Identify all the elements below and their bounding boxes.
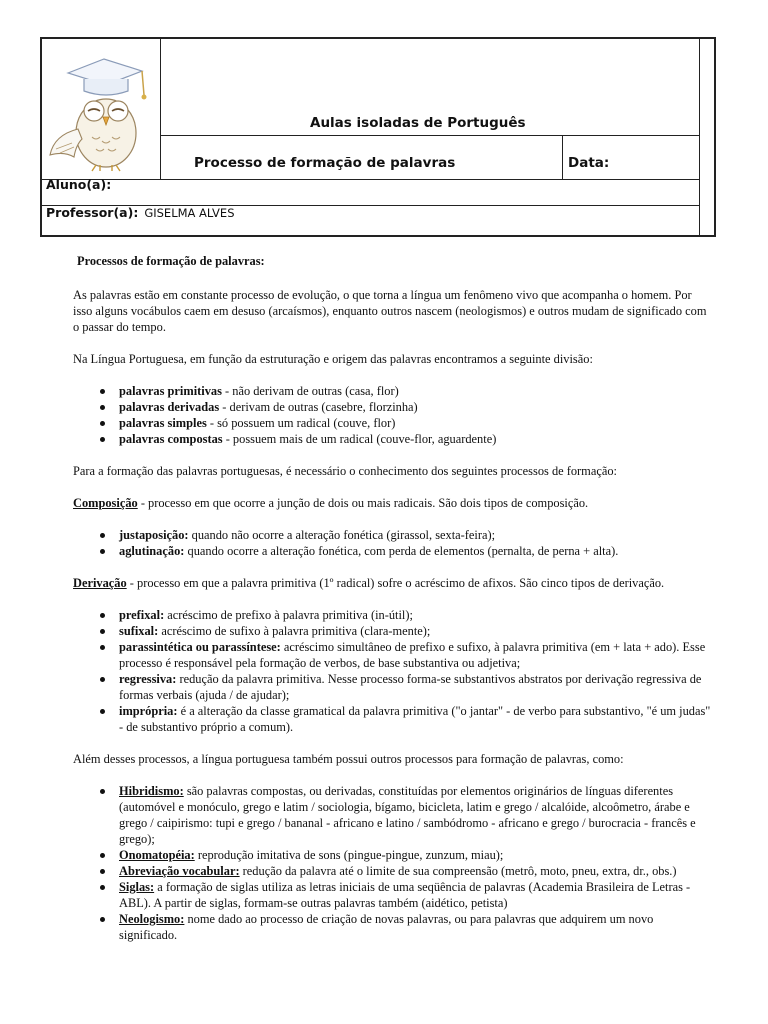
list-item [119,415,713,431]
list-item [119,607,713,623]
list-item [119,639,713,671]
list-term: Onomatopéia: [119,848,195,862]
list-desc: quando não ocorre a alteração fonética (girassol, sexta-feira); [188,528,496,542]
list-item [119,527,713,543]
composicao-paragraph [73,495,713,511]
intro-paragraph: As palavras estão em constante processo de evolução, o que torna a língua um fenômeno vivo que acompanha o homem. Por isso alguns vocábulos caem em desuso (arcaísmos), enquanto outros nascem (neologismos) e outros mudam de significado com o passar do tempo. [73,288,707,334]
list-item [119,847,713,863]
list-desc: redução da palavra até o limite de sua compreensão (metrô, moto, pneu, extra, dr., obs.) [239,864,677,878]
list-term: imprópria: [119,704,178,718]
header-title: Aulas isoladas de Português [310,115,526,131]
list-desc: reprodução imitativa de sons (pingue-pingue, zunzum, miau); [194,848,504,862]
list-term: palavras derivadas [119,400,220,414]
list-item [119,863,713,879]
list-item [119,879,713,911]
list-item [119,911,713,943]
list-term: palavras primitivas [119,384,222,398]
date-divider [562,135,563,179]
list-desc: são palavras compostas, ou derivadas, constituídas por elementos originários de línguas diferentes (automóvel e monóculo, grego e latim / sociologia, bígamo, bicicleta, latim e grego / alcalóide, alcoômetro, árabe e grego / caipirismo: tupi e grego / bananal - africano e latino / sambódromo - africano e grego / burocracia - francês e grego); [119,784,696,846]
teacher-label: Professor(a): [46,205,139,220]
list-item [119,431,713,447]
student-label: Aluno(a): [46,177,112,192]
derivacao-paragraph [73,575,713,591]
derivacao-term: Derivação [73,576,127,590]
others-list [73,783,713,943]
list-term: sufixal: [119,624,159,638]
teacher-name: GISELMA ALVES [144,206,235,220]
list-item [119,623,713,639]
doc-title: Processos de formação de palavras: [77,254,265,268]
list-item [119,399,713,415]
list-term: regressiva: [119,672,177,686]
composicao-term: Composição [73,496,138,510]
list-desc: redução da palavra primitiva. Nesse processo forma-se substantivos abstratos por derivação regressiva de formas verbais (ajuda / de ajudar); [119,672,702,702]
header-subtitle: Processo de formação de palavras [194,155,456,171]
list-desc: - possuem mais de um radical (couve-flor, aguardente) [222,432,497,446]
list-item [119,383,713,399]
others-intro: Além desses processos, a língua portuguesa também possui outros processos para formação de palavras, como: [73,752,624,766]
composicao-desc: - processo em que ocorre a junção de dois ou mais radicais. São dois tipos de composição. [137,496,589,510]
list-item [119,703,713,735]
header-divider-2 [42,179,700,180]
list-desc: a formação de siglas utiliza as letras iniciais de uma seqüência de palavras (Academia Brasileira de Letras - ABL). A partir de siglas, formam-se outras palavras também (aidético, petista) [119,880,691,910]
teacher-field [46,205,235,220]
list-desc: quando ocorre a alteração fonética, com perda de elementos (pernalta, de perna + alta). [184,544,619,558]
list-desc: é a alteração da classe gramatical da palavra primitiva ("o jantar" - de verbo para substantivo, "é um judas" - de substantivo próprio a comum). [119,704,711,734]
header-divider-1 [160,135,700,136]
list-term: prefixal: [119,608,165,622]
owl-graduate-icon [46,51,158,173]
logo-divider [160,39,161,179]
list-desc: acréscimo de prefixo à palavra primitiva (in-útil); [164,608,413,622]
list-desc: - não derivam de outras (casa, flor) [221,384,399,398]
list-term: Siglas: [119,880,155,894]
date-label: Data: [568,155,610,171]
list-desc: acréscimo de sufixo à palavra primitiva (clara-mente); [158,624,431,638]
list-term: aglutinação: [119,544,185,558]
derivacao-list [73,607,713,735]
processes-intro: Para a formação das palavras portuguesas, é necessário o conhecimento dos seguintes processos de formação: [73,464,617,478]
composicao-list [73,527,713,559]
list-term: Neologismo: [119,912,185,926]
list-desc: - derivam de outras (casebre, florzinha) [219,400,418,414]
list-item [119,783,713,847]
list-item [119,671,713,703]
list-desc: - só possuem um radical (couve, flor) [206,416,396,430]
division-intro: Na Língua Portuguesa, em função da estruturação e origem das palavras encontramos a seguinte divisão: [73,352,593,366]
list-desc: acréscimo simultâneo de prefixo e sufixo, à palavra primitiva (em + lata + ado). Esse processo é responsável pela formação de verbos, de base substantiva ou adjetiva; [119,640,706,670]
list-term: palavras simples [119,416,207,430]
list-desc: nome dado ao processo de criação de novas palavras, ou para palavras que adquirem um novo significado. [119,912,654,942]
list-term: justaposição: [119,528,189,542]
division-list [73,383,713,447]
header-box [40,37,716,237]
list-term: Abreviação vocabular: [119,864,240,878]
list-term: Hibridismo: [119,784,184,798]
list-term: palavras compostas [119,432,223,446]
list-term: parassintética ou parassíntese: [119,640,281,654]
document-body [73,253,713,959]
list-item [119,543,713,559]
derivacao-desc: - processo em que a palavra primitiva (1º radical) sofre o acréscimo de afixos. São cinco tipos de derivação. [126,576,665,590]
